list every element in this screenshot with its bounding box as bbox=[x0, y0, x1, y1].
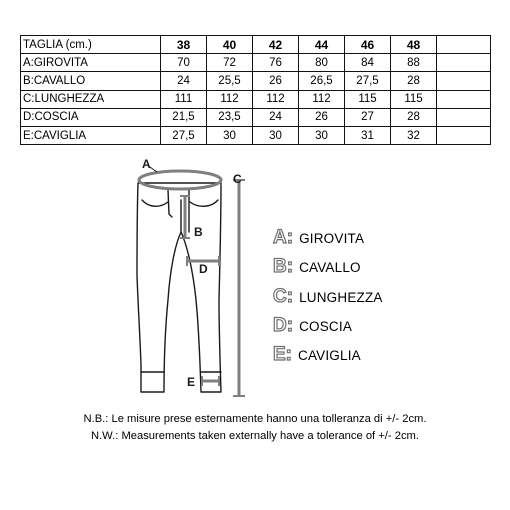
waist-measure bbox=[139, 171, 221, 189]
pants-outline bbox=[137, 183, 221, 392]
tolerance-note-italian: N.B.: Le misure prese esternamente hanno una tolleranza di +/- 2cm. bbox=[83, 413, 427, 425]
table-cell: 30 bbox=[207, 126, 253, 144]
table-cell: 26 bbox=[299, 108, 345, 126]
row-label: B:CAVALLO bbox=[21, 72, 161, 90]
table-cell: 30 bbox=[253, 126, 299, 144]
table-cell: 31 bbox=[345, 126, 391, 144]
legend-letter: C: bbox=[273, 286, 294, 307]
legend-item-caviglia bbox=[273, 345, 361, 365]
table-cell: 111 bbox=[161, 90, 207, 108]
table-cell: 112 bbox=[207, 90, 253, 108]
table-cell: 70 bbox=[161, 54, 207, 72]
marker-c: C bbox=[233, 172, 242, 186]
legend-letter: B: bbox=[273, 256, 294, 277]
size-header-cell: 38 bbox=[161, 36, 207, 54]
legend-text: CAVALLO bbox=[299, 259, 361, 275]
marker-a: A bbox=[142, 157, 151, 171]
table-cell: 115 bbox=[345, 90, 391, 108]
marker-e: E bbox=[187, 375, 196, 389]
table-cell: 21,5 bbox=[161, 108, 207, 126]
row-label: A:GIROVITA bbox=[21, 54, 161, 72]
legend-letter: E: bbox=[273, 344, 292, 365]
table-cell: 27 bbox=[345, 108, 391, 126]
row-label: D:COSCIA bbox=[21, 108, 161, 126]
table-cell: 27,5 bbox=[161, 126, 207, 144]
table-cell: 24 bbox=[253, 108, 299, 126]
size-header-cell: 44 bbox=[299, 36, 345, 54]
size-header-cell: 40 bbox=[207, 36, 253, 54]
legend-text: CAVIGLIA bbox=[298, 347, 361, 363]
size-header-cell: 42 bbox=[253, 36, 299, 54]
size-header-cell: 48 bbox=[391, 36, 437, 54]
table-cell: 115 bbox=[391, 90, 437, 108]
table-cell: 76 bbox=[253, 54, 299, 72]
legend-text: GIROVITA bbox=[299, 230, 365, 246]
legend-text: COSCIA bbox=[299, 318, 353, 334]
table-cell: 32 bbox=[391, 126, 437, 144]
legend-letter: A: bbox=[273, 227, 294, 248]
size-header-cell: 46 bbox=[345, 36, 391, 54]
table-cell: 27,5 bbox=[345, 72, 391, 90]
legend-text: LUNGHEZZA bbox=[299, 289, 383, 305]
table-cell: 28 bbox=[391, 108, 437, 126]
legend-item-coscia bbox=[273, 316, 352, 336]
row-label: C:LUNGHEZZA bbox=[21, 90, 161, 108]
table-cell: 84 bbox=[345, 54, 391, 72]
table-cell: 72 bbox=[207, 54, 253, 72]
legend-letter: D: bbox=[273, 315, 294, 336]
table-cell: 112 bbox=[299, 90, 345, 108]
table-cell: 28 bbox=[391, 72, 437, 90]
row-label: E:CAVIGLIA bbox=[21, 126, 161, 144]
marker-b: B bbox=[194, 225, 203, 239]
table-cell: 26 bbox=[253, 72, 299, 90]
table-cell: 24 bbox=[161, 72, 207, 90]
table-cell: 112 bbox=[253, 90, 299, 108]
table-cell: 23,5 bbox=[207, 108, 253, 126]
table-cell: 25,5 bbox=[207, 72, 253, 90]
table-cell: 26,5 bbox=[299, 72, 345, 90]
legend-item-girovita bbox=[273, 228, 364, 248]
tolerance-note-english: N.W.: Measurements taken externally have a tolerance of +/- 2cm. bbox=[90, 430, 419, 442]
size-header-label: TAGLIA (cm.) bbox=[21, 36, 161, 54]
legend-item-lunghezza bbox=[273, 287, 383, 307]
table-cell: 88 bbox=[391, 54, 437, 72]
table-cell: 80 bbox=[299, 54, 345, 72]
table-cell: 30 bbox=[299, 126, 345, 144]
legend-item-cavallo bbox=[273, 257, 361, 277]
marker-d: D bbox=[199, 262, 208, 276]
